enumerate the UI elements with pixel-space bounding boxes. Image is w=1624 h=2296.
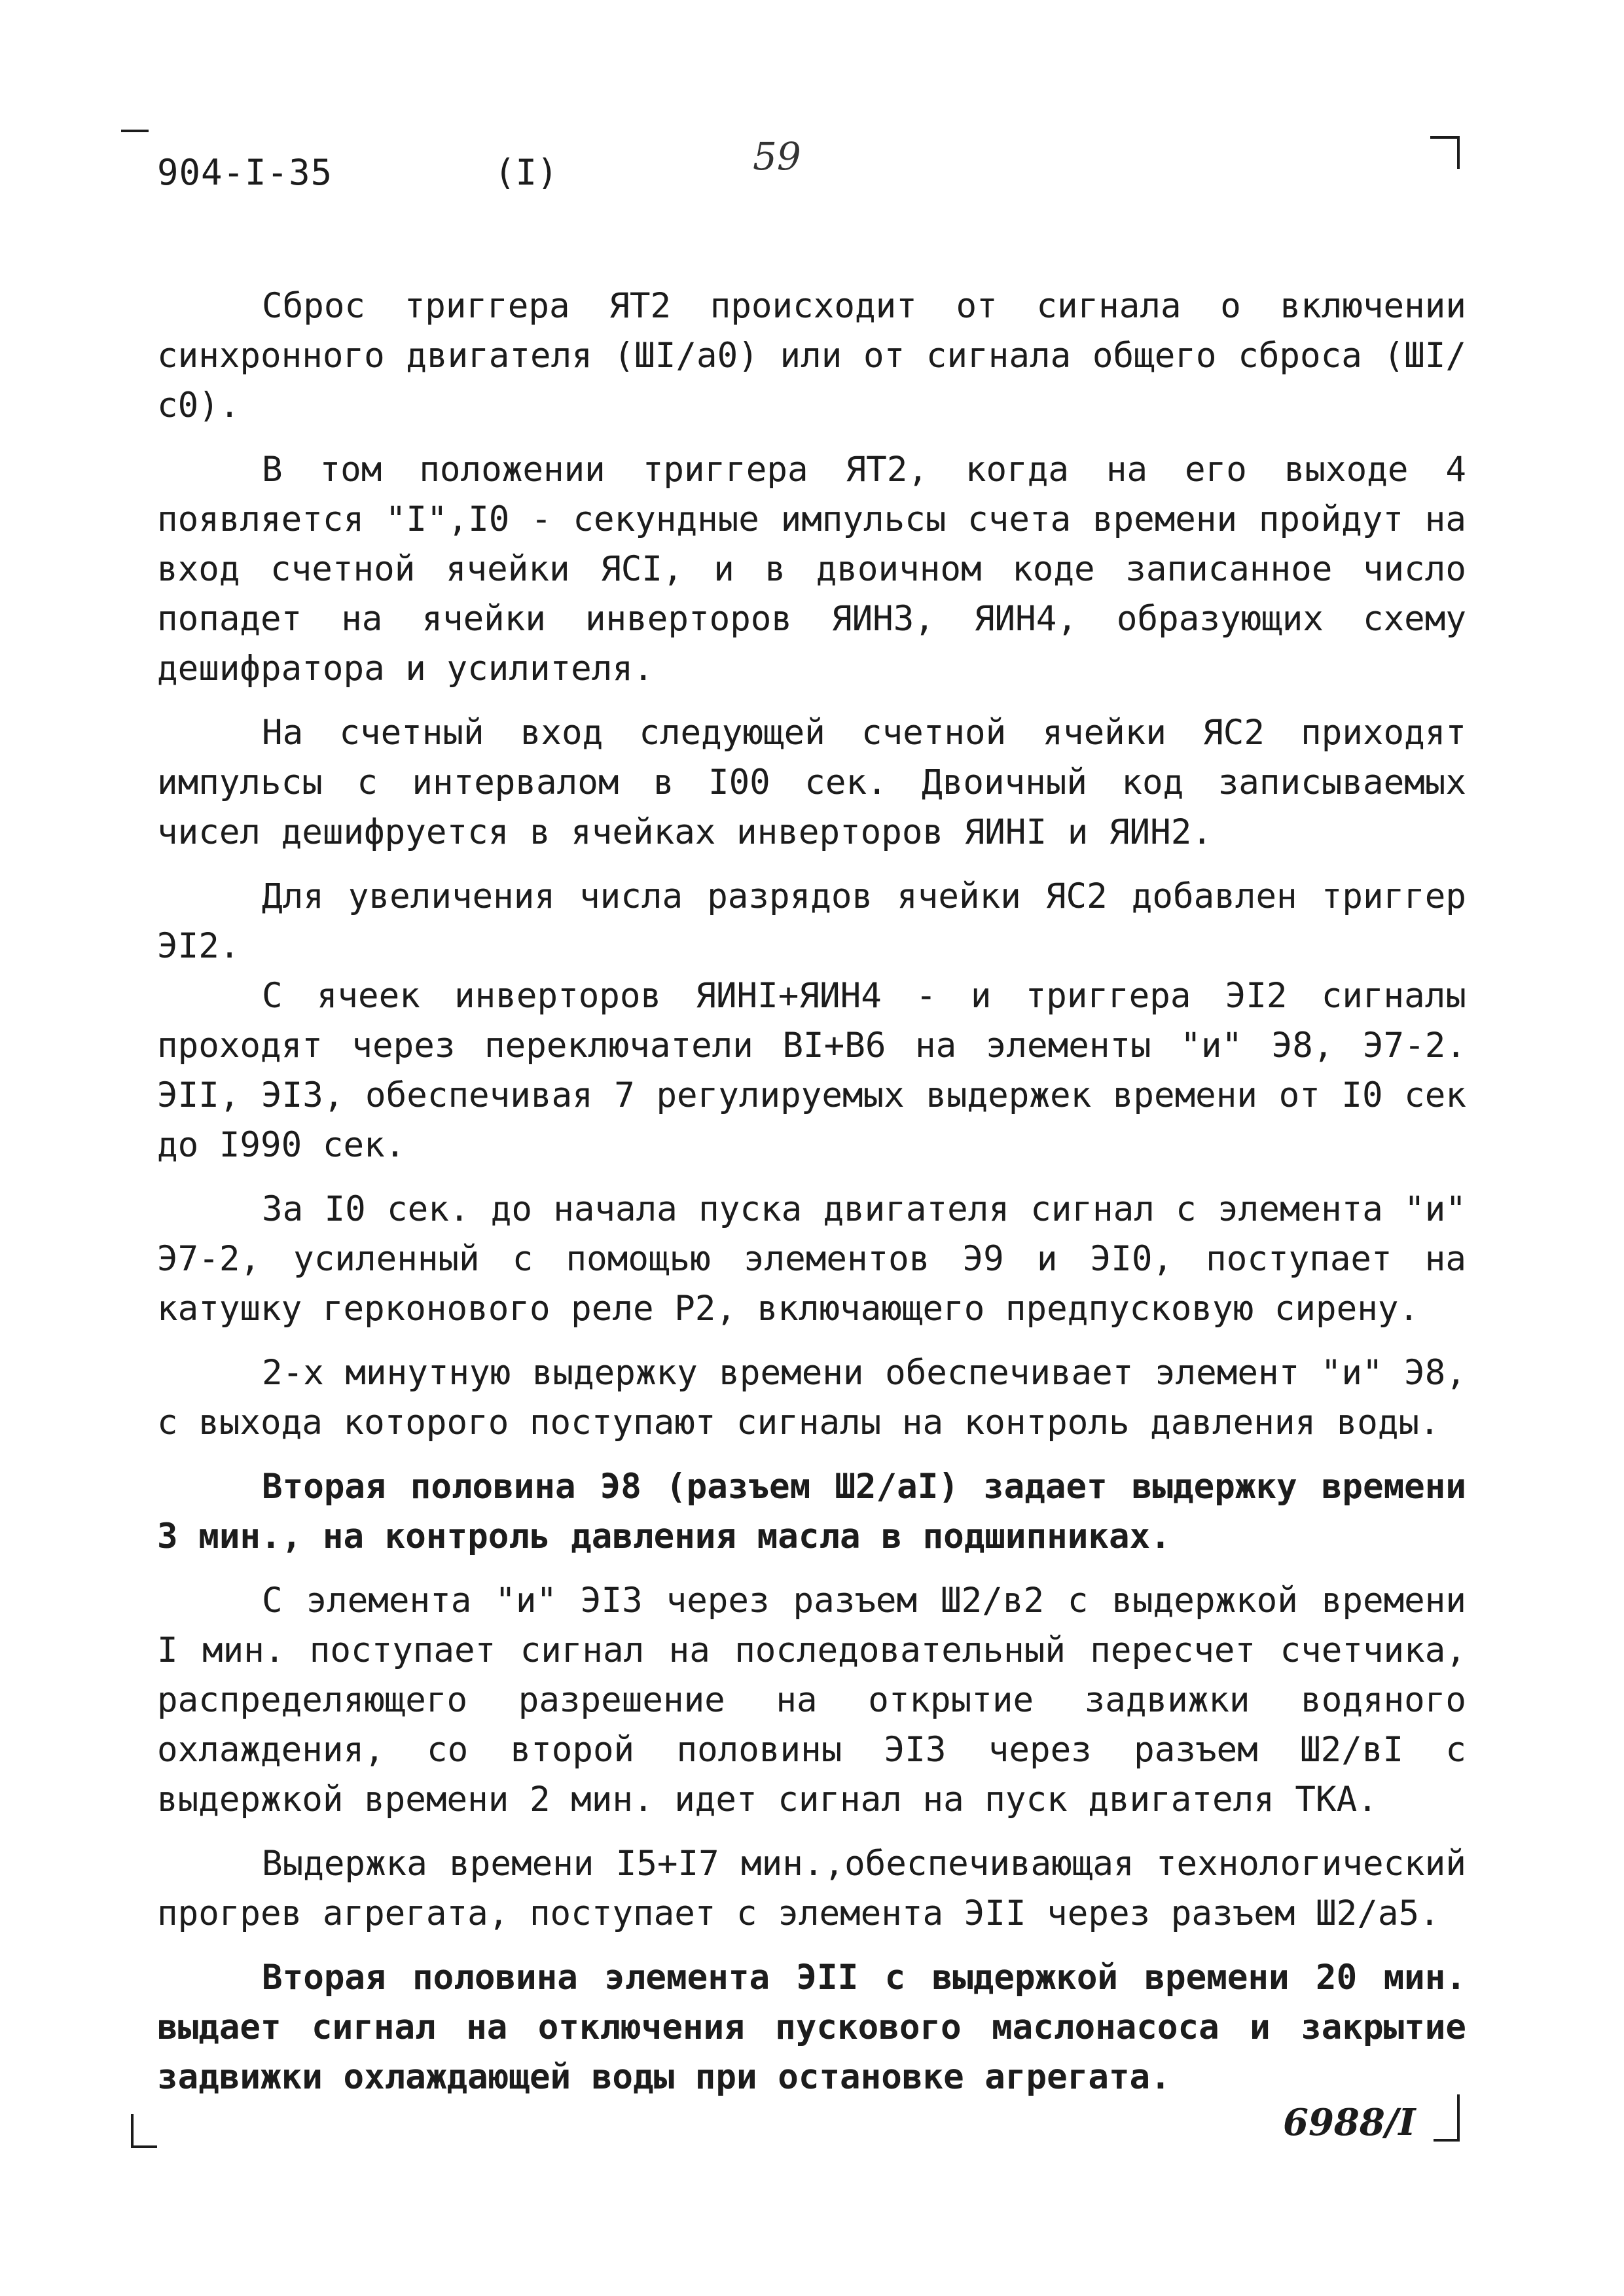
paragraph: 2-х минутную выдержку времени обеспечивает элемент "и" Э8, с выхода которого поступают сигналы на контроль давления воды. <box>157 1353 1466 1443</box>
document-part: (I) <box>494 152 558 193</box>
paragraph: С ячеек инверторов ЯИНI+ЯИН4 - и триггера ЭI2 сигналы проходят через переключатели ВI+В6 на элементы "и" Э8, Э7-2. ЭII, ЭI3, обеспечивая 7 регулируемых выдержек времени от I0 сек до I990 сек. <box>157 976 1466 1165</box>
document-code: 904-I-35 <box>157 152 333 193</box>
paragraph: Сброс триггера ЯТ2 происходит от сигнала о включении синхронного двигателя (ШI/а0) или от сигнала общего сброса (ШI/с0). <box>157 286 1466 425</box>
page-number: 59 <box>753 134 801 179</box>
paragraph: На счетный вход следующей счетной ячейки ЯС2 приходят импульсы с интервалом в I00 сек. Двоичный код записываемых чисел дешифруется в ячейках инверторов ЯИНI и ЯИН2. <box>157 713 1466 852</box>
crop-mark-top-right <box>1430 136 1459 139</box>
paragraph: За I0 сек. до начала пуска двигателя сигнал с элемента "и" Э7-2, усиленный с помощью элементов Э9 и ЭI0, поступает на катушку герконового реле Р2, включающего предпусковую сирену. <box>157 1189 1466 1329</box>
paragraph: Вторая половина элемента ЭII с выдержкой времени 20 мин. выдает сигнал на отключения пускового маслонасоса и закрытие задвижки охлаждающей воды при остановке агрегата. <box>157 1958 1466 2097</box>
paragraph: Для увеличения числа разрядов ячейки ЯС2 добавлен триггер ЭI2. <box>157 876 1466 966</box>
paragraph: Выдержка времени I5+I7 мин.,обеспечивающая технологический прогрев агрегата, поступает с элемента ЭII через разъем Ш2/а5. <box>157 1844 1466 1933</box>
sheet-code: 6988/I <box>1283 2101 1416 2144</box>
crop-mark-bottom-right-h <box>1434 2139 1460 2142</box>
crop-mark-bottom-left <box>131 2114 134 2147</box>
crop-mark-top-left <box>121 130 149 132</box>
crop-mark-top-right-v <box>1457 136 1460 169</box>
paragraph: Вторая половина Э8 (разъем Ш2/аI) задает выдержку времени 3 мин., на контроль давления масла в подшипниках. <box>157 1467 1466 1556</box>
body-text <box>157 281 1466 2117</box>
crop-mark-bottom-left-h <box>131 2145 157 2148</box>
paragraph: С элемента "и" ЭI3 через разъем Ш2/в2 с выдержкой времени I мин. поступает сигнал на последовательный пересчет счетчика, распределяющего разрешение на открытие задвижки водяного охлаждения, со второй половины ЭI3 через разъем Ш2/вI с выдержкой времени 2 мин. идет сигнал на пуск двигателя ТКА. <box>157 1581 1466 1820</box>
paragraph: В том положении триггера ЯТ2, когда на его выходе 4 появляется "I",I0 - секундные импульсы счета времени пройдут на вход счетной ячейки ЯСI, и в двоичном коде записанное число попадет на ячейки инверторов ЯИН3, ЯИН4, образующих схему дешифратора и усилителя. <box>157 450 1466 689</box>
